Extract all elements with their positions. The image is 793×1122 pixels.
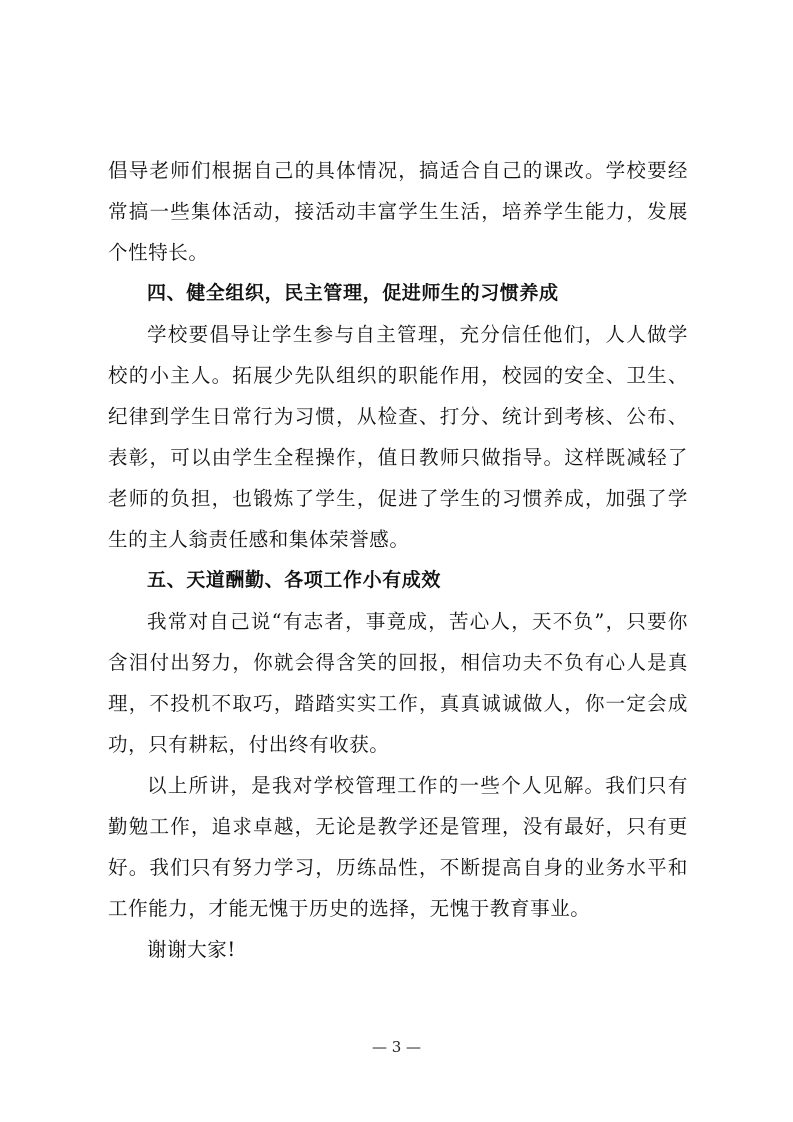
document-body — [108, 150, 688, 970]
page-number: — 3 — — [371, 1038, 422, 1056]
paragraph-hard-work: 我常对自己说“有志者，事竟成，苦心人，天不负”，只要你含泪付出努力，你就会得含笑的回报，相信功夫不负有心人是真理，不投机不取巧，踏踏实实工作，真真诚诚做人，你一定会成功，只有耕耘，付出终有收获。 — [108, 610, 688, 756]
paragraph-conclusion: 以上所讲，是我对学校管理工作的一些个人见解。我们只有勤勉工作，追求卓越，无论是教学还是管理，没有最好，只有更好。我们只有努力学习，历练品性，不断提高自身的业务水平和工作能力，才能无愧于历史的选择，无愧于教育事业。 — [108, 774, 688, 920]
section-heading-organization: 四、健全组织，民主管理，促进师生的习惯养成 — [147, 282, 559, 304]
paragraph-thanks: 谢谢大家! — [147, 938, 236, 961]
paragraph-student-self-management: 学校要倡导让学生参与自主管理，充分信任他们，人人做学校的小主人。拓展少先队组织的职能作用，校园的安全、卫生、纪律到学生日常行为习惯，从检查、打分、统计到考核、公布、表彰，可以由学生全程操作，值日教师只做指导。这样既减轻了老师的负担，也锻炼了学生，促进了学生的习惯养成，加强了学生的主人翁责任感和集体荣誉感。 — [108, 323, 688, 551]
section-heading-diligence: 五、天道酬勤、各项工作小有成效 — [147, 569, 442, 591]
paragraph-curriculum-reform: 倡导老师们根据自己的具体情况，搞适合自己的课改。学校要经常搞一些集体活动，接活动丰富学生生活，培养学生能力，发展个性特长。 — [108, 159, 688, 264]
